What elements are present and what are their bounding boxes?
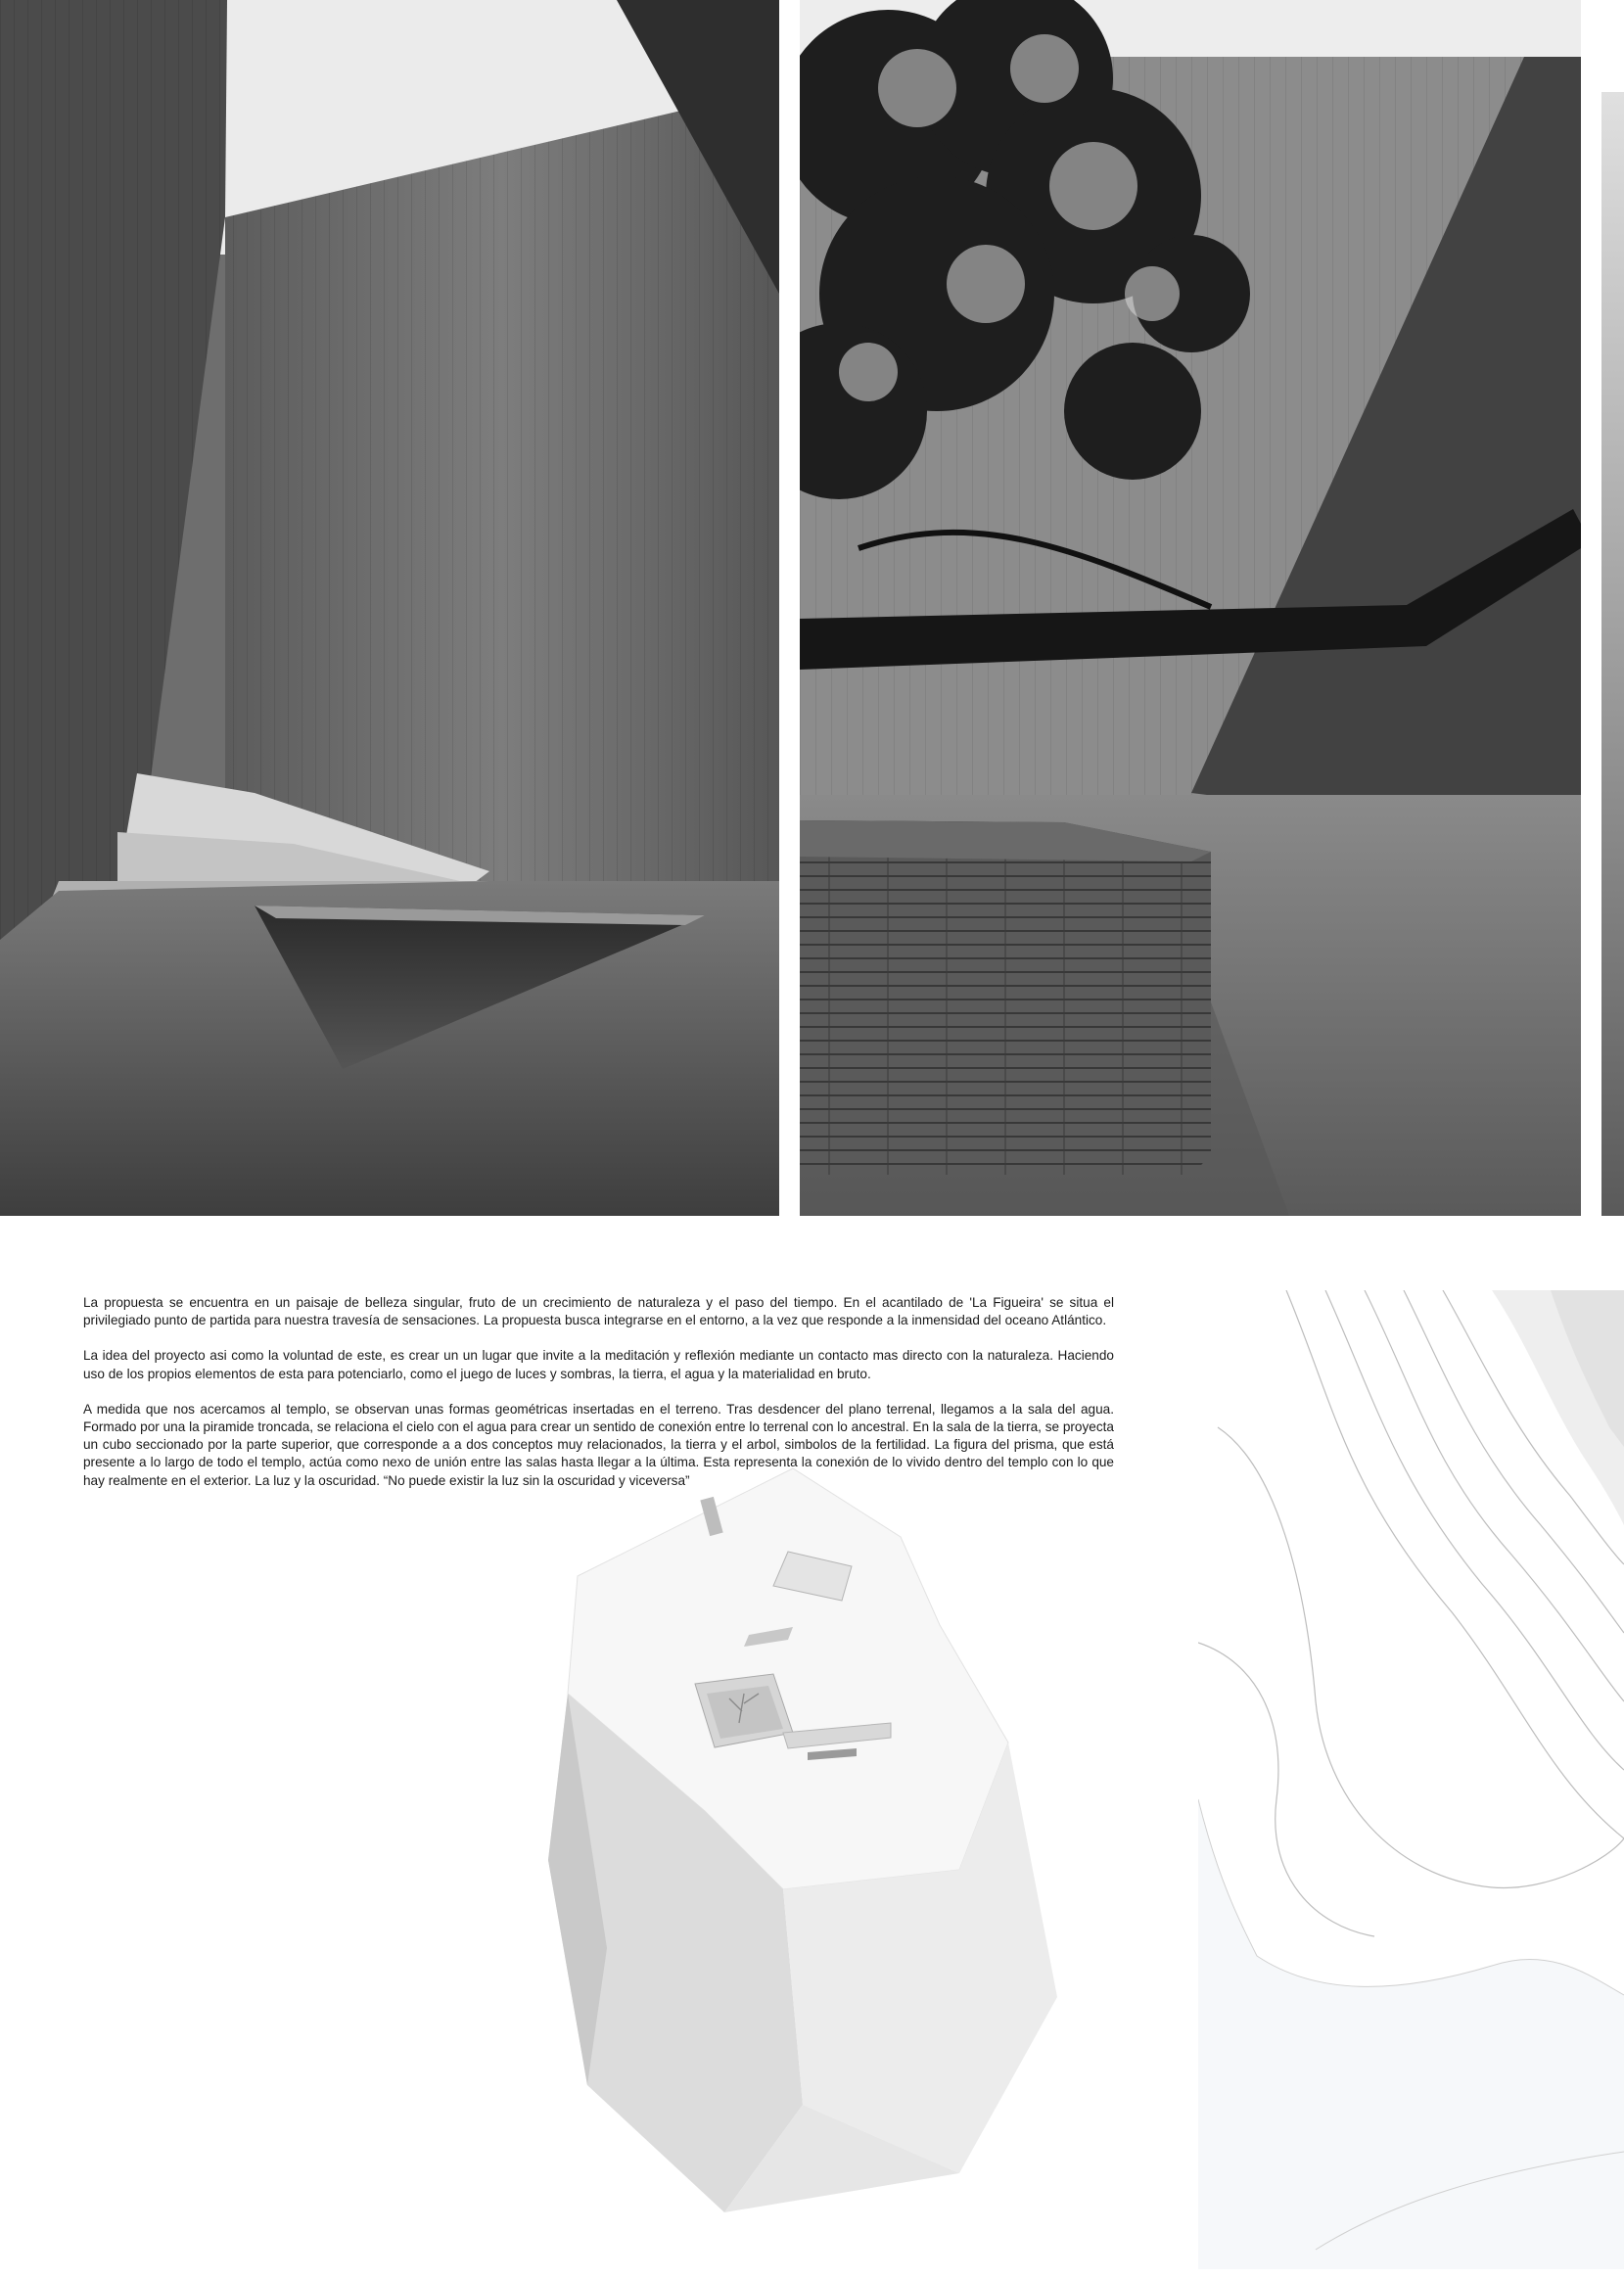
- topographic-site-plan: [1198, 1290, 1624, 2269]
- axonometric-model-view: [548, 1400, 1155, 2232]
- ocean-photo-strip: [1601, 92, 1624, 1216]
- earth-room-render: [800, 0, 1581, 1216]
- description-paragraph-2: La idea del proyecto asi como la voluntad de este, es crear un un lugar que invite a la meditación y reflexión mediante un contacto mas directo con la naturaleza. Haciendo uso de los propios elementos de esta para potenciarlo, como el juego de luces y sombras, la tierra, el agua y la materialidad en bruto.: [83, 1348, 1114, 1381]
- description-paragraph-3: A medida que nos acercamos al templo, se observan unas formas geométricas insertadas en el terreno. Tras desdencer del plano terrenal, llegamos a la sala del agua. Formado por una la piramide troncada, se relaciona el cielo con el agua para crear un sentido de conexión entre lo terrenal con lo ancestral. En la sala de la tierra, se proyecta un cubo seccionado por la parte superior, que corresponde a a dos conceptos muy relacionados, la tierra y el arbol, simbolos de la fertilidad. La figura del prisma, que está presente a lo largo de todo el templo, actúa como nexo de unión entre las salas hasta llegar a la última. Esta representa la conexión de lo vivido dentro del templo con lo que hay realmente en el exterior. La luz y la oscuridad. “No puede existir la luz sin la oscuridad y viceversa”: [83, 1401, 1114, 1488]
- water-room-render: [0, 0, 779, 1216]
- description-paragraph-1: La propuesta se encuentra en un paisaje de belleza singular, fruto de un crecimiento de naturaleza y el paso del tiempo. En el acantilado de 'La Figueira' se situa el privilegiado punto de partida para nuestra travesía de sensaciones. La propuesta busca integrarse en el entorno, a la vez que responde a la inmensidad del oceano Atlántico.: [83, 1295, 1114, 1328]
